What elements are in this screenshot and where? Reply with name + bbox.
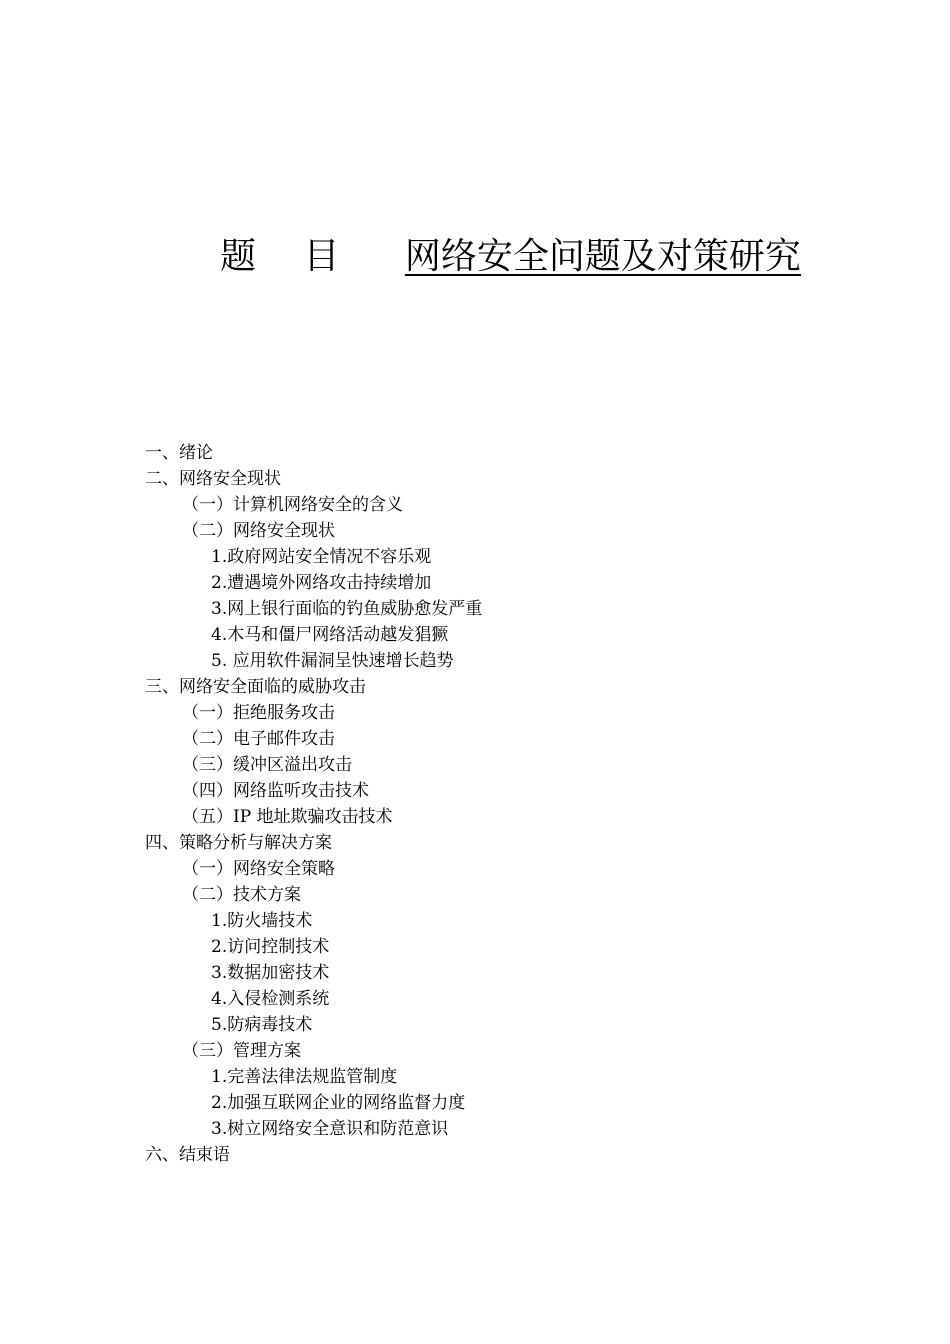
toc-item: （三）缓冲区溢出攻击 [182, 755, 352, 775]
toc-item: （一）拒绝服务攻击 [182, 703, 335, 723]
document-title [220, 232, 801, 282]
toc-item: （二）技术方案 [182, 885, 301, 905]
toc-item: 1.完善法律法规监管制度 [211, 1067, 398, 1087]
title-label: 题 目 [220, 236, 358, 277]
toc-item: 5. 应用软件漏洞呈快速增长趋势 [211, 651, 454, 671]
toc-item: 1.政府网站安全情况不容乐观 [211, 547, 432, 567]
toc-item: 3.树立网络安全意识和防范意识 [211, 1119, 449, 1139]
toc-item: 1.防火墙技术 [211, 911, 313, 931]
title-text: 网络安全问题及对策研究 [404, 236, 801, 277]
toc-item: （四）网络监听攻击技术 [182, 781, 369, 801]
toc-item: （三）管理方案 [182, 1041, 301, 1061]
toc-item: 4.入侵检测系统 [211, 989, 330, 1009]
toc-item: （一）网络安全策略 [182, 859, 335, 879]
toc-item: 一、绪论 [145, 443, 213, 463]
toc-item: 四、策略分析与解决方案 [145, 833, 332, 853]
toc-item: 2.加强互联网企业的网络监督力度 [211, 1093, 466, 1113]
toc-item: 3.数据加密技术 [211, 963, 330, 983]
toc-item: 2.访问控制技术 [211, 937, 330, 957]
toc-item: 2.遭遇境外网络攻击持续增加 [211, 573, 432, 593]
toc-item: 3.网上银行面临的钓鱼威胁愈发严重 [211, 599, 483, 619]
table-of-contents [145, 440, 482, 1168]
toc-item: （二）电子邮件攻击 [182, 729, 335, 749]
toc-item: 二、网络安全现状 [145, 469, 281, 489]
toc-item: （二）网络安全现状 [182, 521, 335, 541]
toc-item: （一）计算机网络安全的含义 [182, 495, 403, 515]
toc-item: 三、网络安全面临的威胁攻击 [145, 677, 366, 697]
toc-item: 六、结束语 [145, 1145, 230, 1165]
toc-item: 5.防病毒技术 [211, 1015, 313, 1035]
toc-item: 4.木马和僵尸网络活动越发猖獗 [211, 625, 449, 645]
toc-item: （五）IP 地址欺骗攻击技术 [182, 807, 393, 827]
